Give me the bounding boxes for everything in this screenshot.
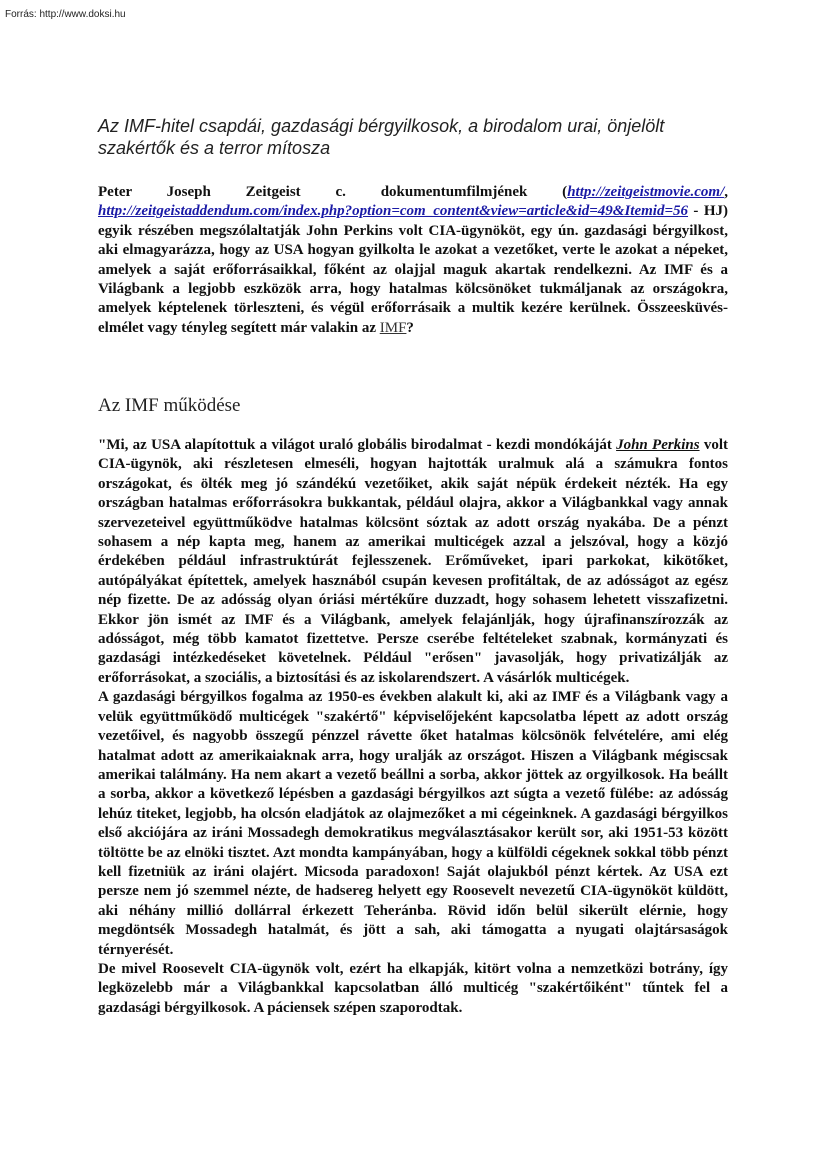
- imf-link[interactable]: IMF: [379, 319, 407, 336]
- intro-lead: Peter Joseph Zeitgeist c. dokumentumfilmjének (: [98, 184, 568, 200]
- intro-paragraph: [98, 183, 728, 338]
- source-note: Forrás: http://www.doksi.hu: [5, 9, 126, 20]
- body-paragraph-1: [98, 436, 728, 688]
- intro-text: - HJ) egyik részében megszólaltatják John Perkins volt CIA-ügynököt, egy ún. gazdasági bérgyilkost, aki elmagyarázza, hogy az USA hogyan gyilkolta le azokat a vezetőket, verte le azokat a népeket, amelyek a saját erőforrásaikkal, főként az olajjal maguk akartak rendelkezni. Az IMF és a Világbank a legjobb eszközök arra, hogy hatalmas kölcsönöket tukmáljanak az országokra, amelyek képtelenek törleszteni, és végül erőforrásaik a multik kezére kerülnek. Összeesküvés-elmélet vagy tényleg segített már valakin az: [98, 203, 728, 336]
- body-p1-start: "Mi, az USA alapítottuk a világot uraló globális birodalmat - kezdi mondókáját: [98, 437, 617, 453]
- body-paragraph-3: De mivel Roosevelt CIA-ügynök volt, ezért ha elkapják, kitört volna a nemzetközi botrány, így legközelebb már a Világbankkal kapcsolatban álló multicég "szakértőiként" tűntek fel a gazdasági bérgyilkosok. A páciensek szépen szaporodtak.: [98, 960, 728, 1016]
- john-perkins-link[interactable]: John Perkins: [616, 437, 700, 453]
- intro-end: ?: [406, 319, 414, 336]
- body-p1-rest: volt CIA-ügynök, aki részletesen elmeséli, hogyan hajtották uralmuk alá a számukra fontos országokat, és ölték meg jó szándékú vezetőiket, akik saját népük érdekeit nézték. Ha egy országban hatalmas erőforrásokra bukkantak, például olajra, akkor a Világbankkal vagy annak szervezeteivel együttműködve hatalmas kölcsönt sóztak az adott ország nyakába. De a pénzt sohasem a nép kapta meg, hanem az amerikai multicégek azzal a jelszóval, hogy a közjó érdekében például infrastruktúrát fejlesszenek. Erőműveket, ipari parkokat, kikötőket, autópályákat építettek, amelyek hasznából csupán kevesen profitáltak, de az adósságot az egész nép fizette. De az adósság olyan óriási mértékűre duzzadt, hogy sohasem lehetett visszafizetni. Ekkor jön ismét az IMF és a Világbank, amelyek felajánlják, hogy újrafinanszírozzák az adósságot, még több kamatot fizettetve. Persze cserébe feltételeket szabnak, kormányzati és gazdasági intézkedéseket követelnek. Például "erősen" javasolják, hogy privatizálják az erőforrásokat, a szociális, a biztosítási és az iskolarendszert. A vásárlók multicégek.: [98, 437, 728, 686]
- section-heading: Az IMF működése: [98, 395, 241, 416]
- zeitgeist-addendum-link[interactable]: http://zeitgeistaddendum.com/index.php?option=com_content&view=article&id=49&Itemid=56: [98, 203, 689, 220]
- body-paragraph-2: A gazdasági bérgyilkos fogalma az 1950-es években alakult ki, aki az IMF és a Világbank vagy a velük együttműködő multicégek "szakértő" képviselőjeként kapcsolatba lépett az adott ország vezetőivel, és nagyobb összegű pénzzel rávette őket hatalmas kölcsönök felvételére, ami elég hatalmat adott az amerikaiaknak arra, hogy uralják az országot. Hiszen a Világbank mégiscsak amerikai találmány. Ha nem akart a vezető beállni a sorba, akkor jöttek az orgyilkosok. Ha beállt a sorba, akkor a következő lépésben a gazdasági bérgyilkos azt súgta a vezető fülébe: az adósság lehúz titeket, legjobb, ha olcsón eladjátok az olajmezőket a mi cégeinknek. A gazdasági bérgyilkos első akciójára az iráni Mossadegh demokratikus megválasztásakor került sor, aki 1951-53 között töltötte be az elnöki tisztet. Azt mondta kampányában, hogy a külföldi cégeknek sokkal több pénzt kell fizetniük az iráni olajért. Micsoda paradoxon! Saját olajukból pénzt kértek. Az USA ezt persze nem jó szemmel nézte, de hadsereg helyett egy Roosevelt nevezetű CIA-ügynököt küldött, aki néhány millió dollárral érkezett Teheránba. Rövid időn belül sikerült elérnie, hogy megdöntsék Mossadegh hatalmát, és jött a sah, aki támogatta a nyugati olajtársaságok térnyerését.: [98, 689, 728, 958]
- article-body: [98, 436, 728, 1018]
- page-title: Az IMF-hitel csapdái, gazdasági bérgyilkosok, a birodalom urai, önjelölt szakértők és a terror mítosza: [98, 116, 665, 158]
- intro-separator: ,: [724, 184, 728, 200]
- zeitgeist-movie-link[interactable]: http://zeitgeistmovie.com/: [567, 184, 725, 200]
